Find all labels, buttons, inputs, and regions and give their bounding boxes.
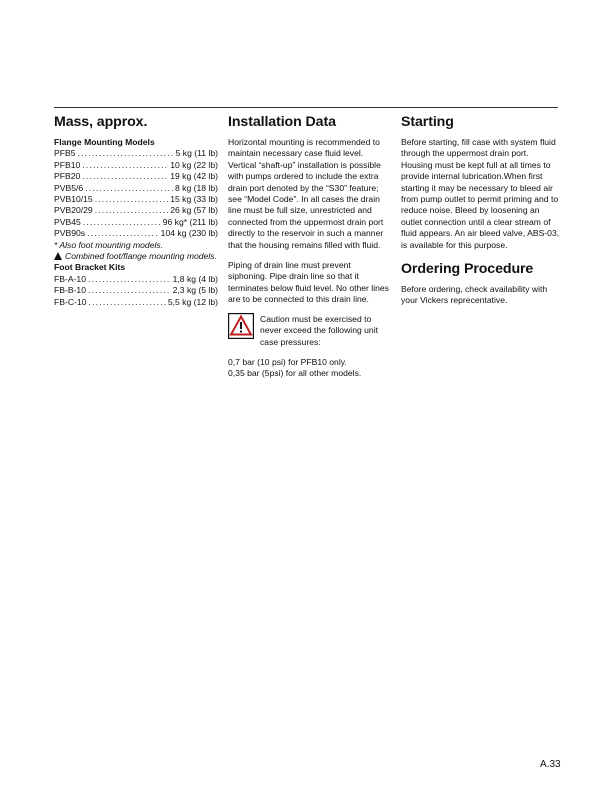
dot-leader (88, 274, 171, 285)
model-name: FB-C-10 (54, 296, 87, 307)
mass-row (54, 160, 218, 171)
combined-note-text: Combined foot/flange mounting models. (65, 251, 217, 262)
installation-para-2: Piping of drain line must prevent siphoning. Pipe drain line so that it terminates below fluid level. No other lines are to be connected to this drain line. (228, 260, 389, 305)
caution-text: Caution must be exercised to never exceed the following unit case pressures: (260, 313, 379, 347)
ordering-heading: Ordering Procedure (401, 261, 534, 278)
dot-leader (87, 228, 159, 239)
model-name: PVB20/29 (54, 205, 93, 216)
mass-row (54, 148, 218, 159)
mass-column (54, 114, 218, 308)
model-name: PVB5/6 (54, 182, 84, 193)
starting-column (401, 114, 561, 307)
installation-para-1: Horizontal mounting is recommended to maintain necessary case fluid level. Vertical “shaft-up” installation is possible with pumps ordered to include the extra drain port denoted by the “S30” feature; see “Model Code”. In all cases the drain line must be full size, unrestricted and connected from the uppermost drain port directly to the reservoir in such a manner that the housing remains filled with fluid. (228, 137, 384, 250)
mass-value: 5,5 kg (12 lb) (167, 296, 218, 307)
mass-row (54, 228, 218, 239)
ordering-para: Before ordering, check availability with your Vickers reprecentative. (401, 284, 548, 306)
starting-para: Before starting, fill case with system fluid through the uppermost drain port. Housing must be kept full at all times to provide internal lubrication.When first starting it may be necessary to bleed air from pump outlet to permit priming and to reduce noise. Bleed by loosening an outlet connection until a clear stream of fluid appears. An air bleed valve, ABS-03, is available for this purpose. (401, 137, 560, 250)
dot-leader (95, 205, 169, 216)
mass-row (54, 297, 218, 308)
mass-value: 15 kg (33 lb) (170, 194, 218, 205)
mass-value: 8 kg (18 lb) (175, 182, 218, 193)
model-name: PVB45 (54, 216, 81, 227)
mass-heading: Mass, approx. (54, 114, 148, 130)
model-name: PFB5 (54, 148, 76, 159)
model-name: PFB10 (54, 159, 81, 170)
pressure-line-1: 0,7 bar (10 psi) for PFB10 only. (228, 356, 347, 367)
warning-icon (228, 313, 254, 339)
dot-leader (82, 171, 168, 182)
model-name: FB-A-10 (54, 273, 86, 284)
triangle-icon (54, 252, 62, 260)
mass-value: 19 kg (42 lb) (170, 171, 218, 182)
mass-value: 1,8 kg (4 lb) (172, 273, 218, 284)
flange-heading: Flange Mounting Models (54, 137, 155, 147)
mass-value: 104 kg (230 lb) (160, 228, 218, 239)
bracket-heading: Foot Bracket Kits (54, 262, 126, 273)
dot-leader (83, 217, 161, 228)
mass-value: 96 kg* (211 lb) (162, 216, 218, 227)
mass-row (54, 183, 218, 194)
flange-list (54, 148, 218, 239)
combined-note (54, 251, 218, 262)
mass-value: 10 kg (22 lb) (170, 159, 218, 170)
model-name: PFB20 (54, 171, 81, 182)
installation-column (228, 114, 390, 380)
mass-value: 5 kg (11 lb) (175, 148, 218, 159)
mass-row (54, 217, 218, 228)
mass-row (54, 274, 218, 285)
model-name: PVB10/15 (54, 194, 93, 205)
page-number: A.33 (540, 759, 561, 770)
dot-leader (78, 148, 174, 159)
dot-leader (88, 297, 165, 308)
caution-box (228, 313, 390, 348)
dot-leader (85, 183, 173, 194)
mass-row (54, 285, 218, 296)
dot-leader (95, 194, 169, 205)
foot-note: * Also foot mounting models. (54, 239, 164, 250)
model-name: PVB90s (54, 228, 86, 239)
mass-value: 26 kg (57 lb) (170, 205, 218, 216)
pressure-line-2: 0,35 bar (5psi) for all other models. (228, 368, 362, 379)
mass-row (54, 205, 218, 216)
starting-heading: Starting (401, 114, 454, 130)
bracket-list (54, 274, 218, 308)
installation-heading: Installation Data (228, 114, 336, 130)
dot-leader (82, 160, 168, 171)
dot-leader (88, 285, 171, 296)
mass-value: 2,3 kg (5 lb) (172, 285, 218, 296)
mass-row (54, 171, 218, 182)
model-name: FB-B-10 (54, 285, 86, 296)
mass-row (54, 194, 218, 205)
top-rule (54, 107, 558, 108)
